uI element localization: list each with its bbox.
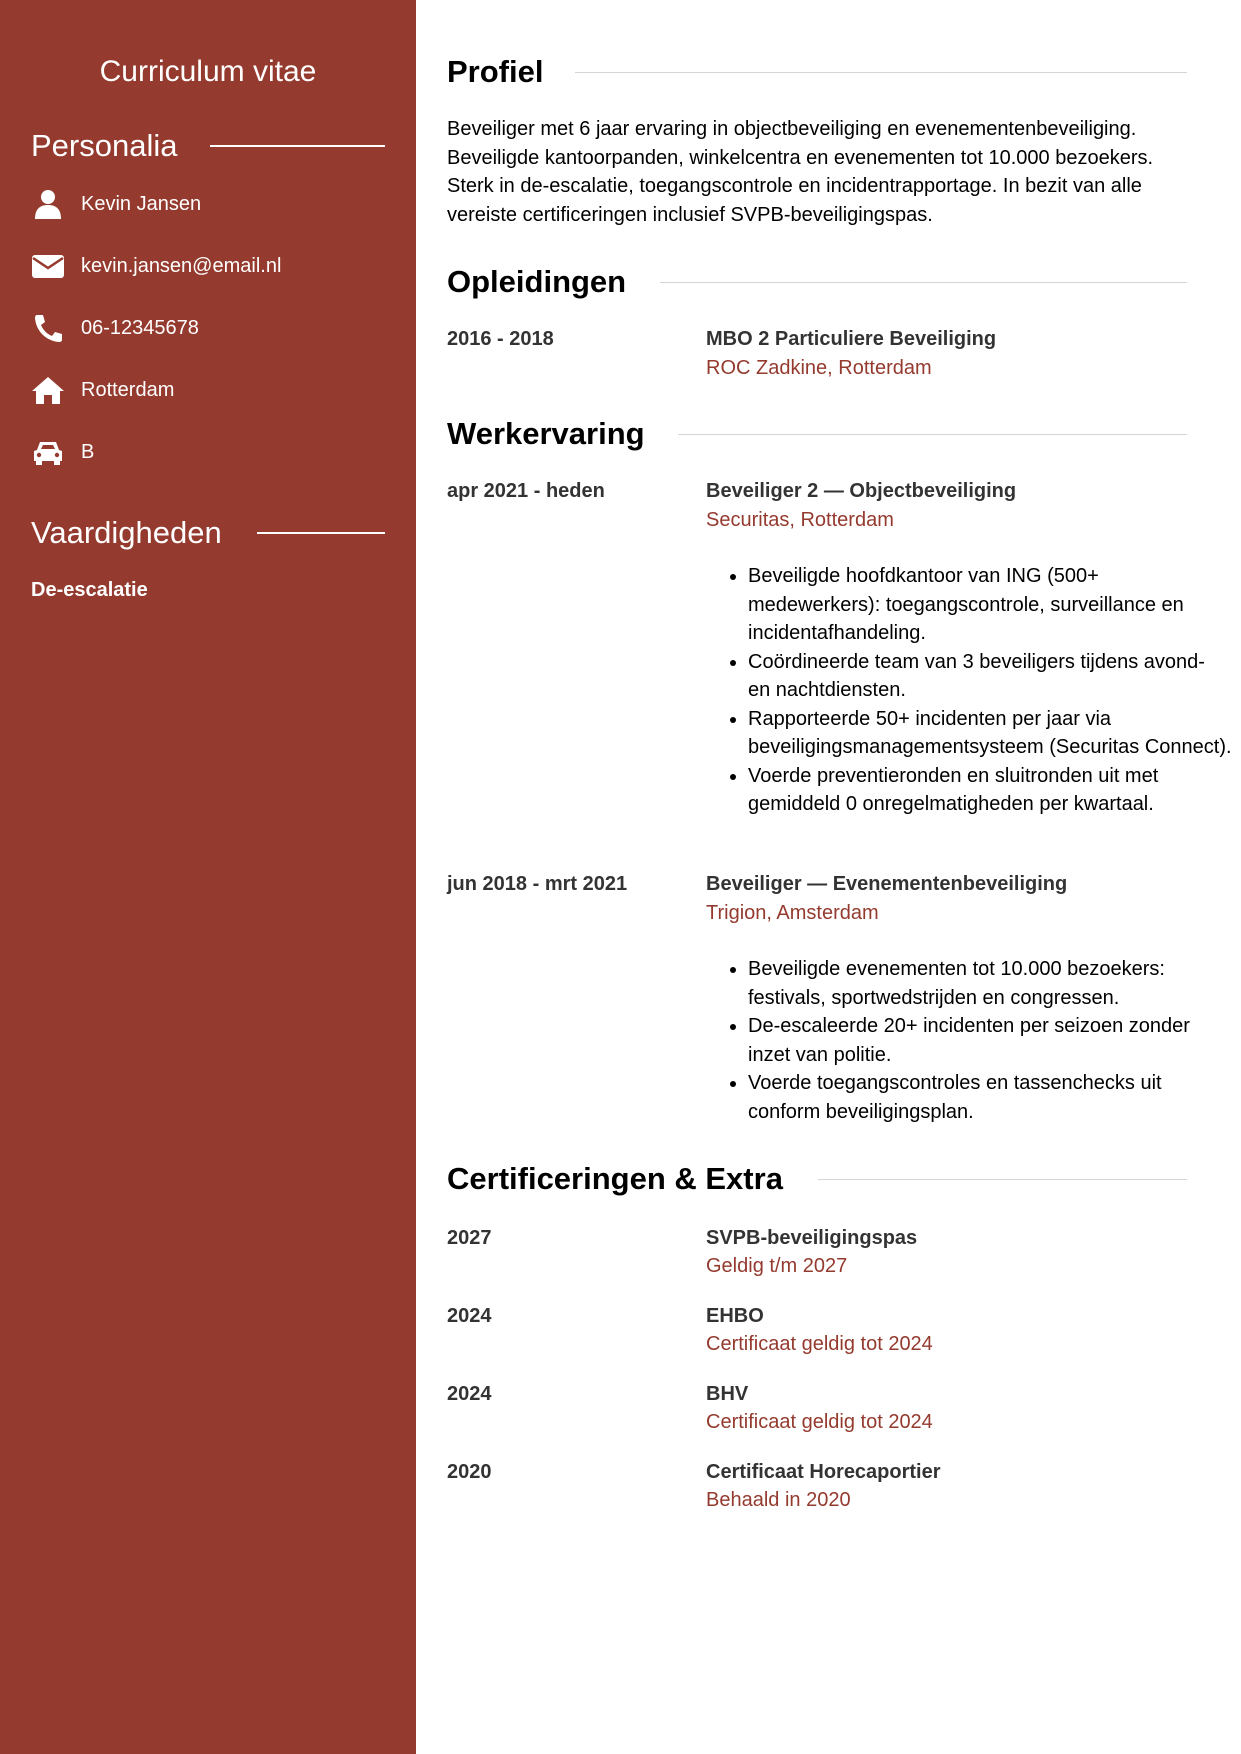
education-period: 2016 - 2018 [447,328,554,350]
certifications-heading: Certificeringen & Extra [447,1161,783,1196]
sidebar [0,0,416,1754]
license-value: B [81,441,95,463]
email-value: kevin.jansen@email.nl [81,255,282,277]
certification-year: 2020 [447,1461,492,1483]
name-value: Kevin Jansen [81,193,202,215]
experience-employer: Securitas, Rotterdam [706,509,894,531]
certification-year: 2024 [447,1305,492,1327]
personal-name [31,184,391,224]
certification-title: SVPB-beveiligingspas [706,1227,918,1249]
education-heading: Opleidingen [447,264,627,299]
city-value: Rotterdam [81,379,175,401]
list-item: • Voerde toegangscontroles en tassenchecks uit conform beveiligingsplan. [748,1069,1232,1126]
certification-title: Certificaat Horecaportier [706,1461,941,1483]
education-institution: ROC Zadkine, Rotterdam [706,357,932,379]
personal-email [31,246,391,286]
experience-bullets [706,562,1232,819]
list-item: • De-escaleerde 20+ incidenten per seizoen zonder inzet van politie. [748,1012,1232,1069]
document-title: Curriculum vitae [99,55,317,88]
experience-title: Beveiliger 2 — Objectbeveiliging [706,480,1017,502]
experience-bullets [706,955,1232,1126]
experience-heading: Werkervaring [447,416,645,451]
personal-license [31,432,391,472]
certification-detail: Geldig t/m 2027 [706,1255,848,1277]
experience-divider [678,434,1187,435]
profile-divider [575,72,1187,73]
profile-heading: Profiel [447,54,544,89]
phone-icon [31,313,65,343]
envelope-icon [31,251,65,281]
experience-period: apr 2021 - heden [447,480,605,502]
personalia-heading: Personalia [31,128,178,163]
certification-year: 2027 [447,1227,492,1249]
skills-divider [257,532,385,534]
personal-phone [31,308,391,348]
phone-value: 06-12345678 [81,317,199,339]
education-divider [660,282,1187,283]
skills-heading: Vaardigheden [31,515,222,550]
experience-period: jun 2018 - mrt 2021 [447,873,628,895]
list-item: • Beveiligde evenementen tot 10.000 bezoekers: festivals, sportwedstrijden en congressen. [748,955,1232,1012]
certification-detail: Certificaat geldig tot 2024 [706,1411,933,1433]
experience-title: Beveiliger — Evenementenbeveiliging [706,873,1068,895]
list-item: • Voerde preventieronden en sluitronden uit met gemiddeld 0 onregelmatigheden per kwartaal. [748,762,1232,819]
personalia-divider [210,145,385,147]
personal-city [31,370,391,410]
certifications-divider [818,1179,1187,1180]
certification-title: EHBO [706,1305,764,1327]
user-icon [31,189,65,219]
certification-title: BHV [706,1383,749,1405]
skill-item: De-escalatie [31,579,148,601]
car-icon [31,437,65,467]
certification-year: 2024 [447,1383,492,1405]
home-icon [31,375,65,405]
certification-detail: Behaald in 2020 [706,1489,851,1511]
certification-detail: Certificaat geldig tot 2024 [706,1333,933,1355]
education-title: MBO 2 Particuliere Beveiliging [706,328,997,350]
experience-employer: Trigion, Amsterdam [706,902,879,924]
list-item: • Beveiligde hoofdkantoor van ING (500+ medewerkers): toegangscontrole, surveillance en incidentafhandeling. [748,562,1232,648]
profile-text: Beveiliger met 6 jaar ervaring in objectbeveiliging en evenementenbeveiliging. Beveiligde kantoorpanden, winkelcentra en evenementen tot 10.000 bezoekers. Sterk in de-escalatie, toegangscontrole en incidentrapportage. In bezit van alle vereiste certificeringen inclusief SVPB-beveiligingspas. [447,118,1154,226]
list-item: • Rapporteerde 50+ incidenten per jaar via beveiligingsmanagementsysteem (Securitas Connect). [748,705,1232,762]
list-item: • Coördineerde team van 3 beveiligers tijdens avond- en nachtdiensten. [748,648,1232,705]
